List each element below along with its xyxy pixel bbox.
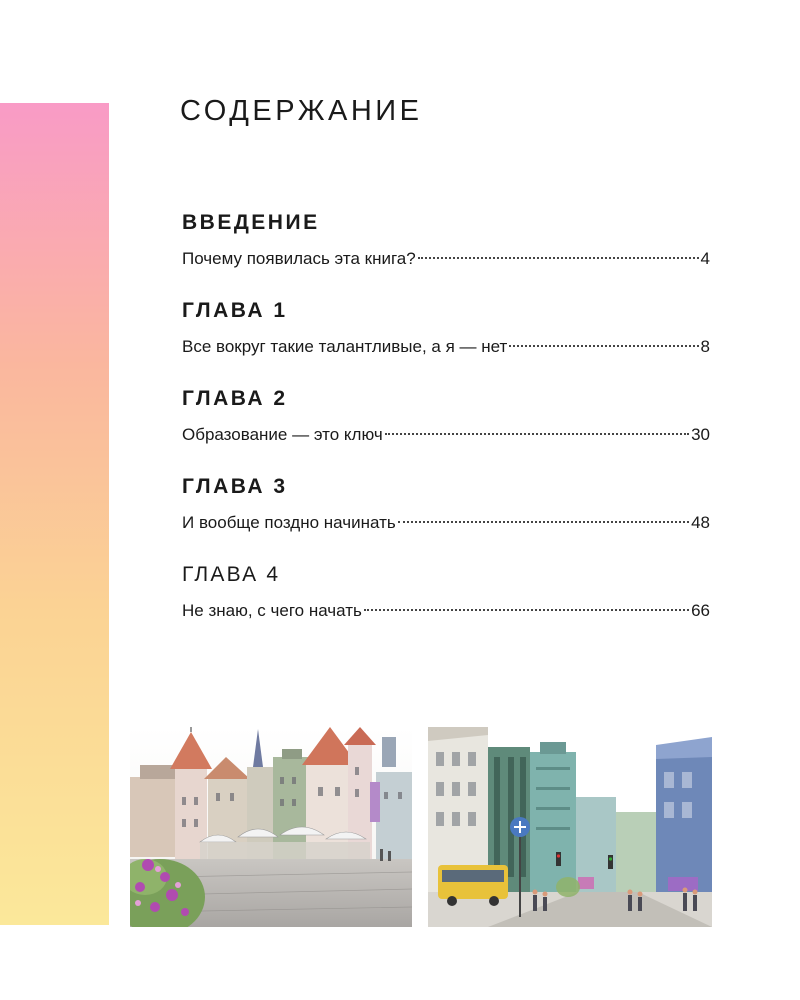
dot-leader [385,433,689,435]
watercolor-old-town-sketch [130,727,412,927]
page-number: 30 [691,425,710,444]
page-number: 66 [691,601,710,620]
toc-entry-title: Не знаю, с чего начать [182,601,362,620]
decorative-gradient-bar [0,103,109,925]
toc-entry[interactable] [182,334,710,360]
dot-leader [398,521,689,523]
table-of-contents [182,208,710,648]
toc-entry-title: Почему появилась эта книга? [182,249,416,268]
toc-entry[interactable] [182,598,710,624]
toc-section-chapter-2 [182,384,710,472]
chapter-heading: ГЛАВА 2 [182,387,288,410]
toc-section-chapter-4 [182,560,710,648]
toc-section-chapter-3 [182,472,710,560]
toc-entry[interactable] [182,246,710,272]
dot-leader [364,609,689,611]
page-number: 4 [700,249,710,268]
watercolor-city-street-sketch [428,727,712,927]
dot-leader [418,257,699,259]
chapter-heading: ГЛАВА 1 [182,299,288,322]
page-title: СОДЕРЖАНИЕ [180,95,423,127]
toc-entry-title: И вообще поздно начинать [182,513,396,532]
toc-entry-title: Все вокруг такие талантливые, а я — нет [182,337,508,356]
page-number: 8 [700,337,710,356]
chapter-heading: ГЛАВА 4 [182,563,281,586]
chapter-heading: ГЛАВА 3 [182,475,288,498]
page-number: 48 [691,513,710,532]
toc-section-intro [182,208,710,296]
toc-entry-title: Образование — это ключ [182,425,383,444]
chapter-heading: ВВЕДЕНИЕ [182,211,320,234]
toc-section-chapter-1 [182,296,710,384]
toc-entry[interactable] [182,510,710,536]
dot-leader [509,345,698,347]
toc-entry[interactable] [182,422,710,448]
